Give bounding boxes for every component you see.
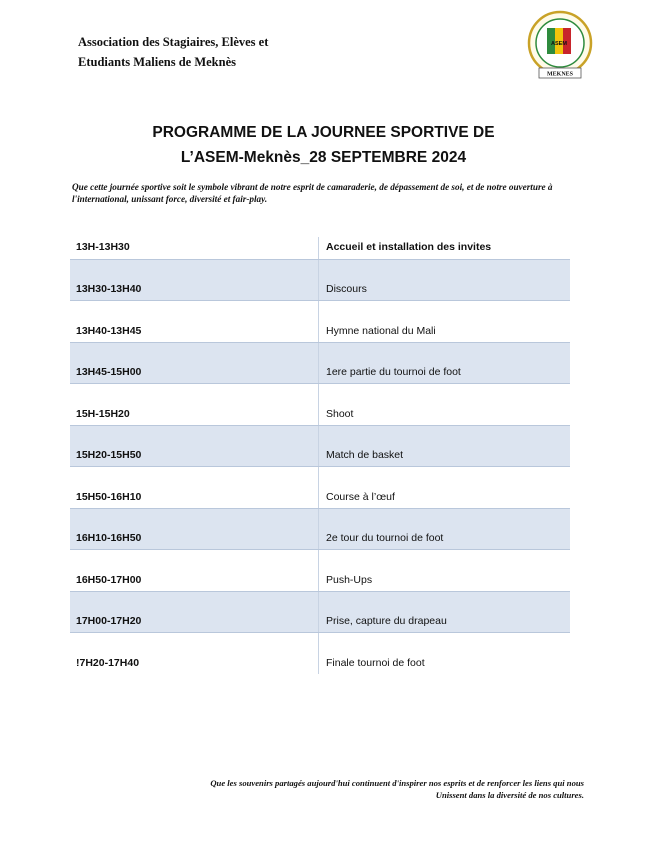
activity: Match de basket (326, 448, 404, 461)
column-divider (318, 426, 319, 466)
table-row (70, 237, 570, 259)
table-row (70, 384, 570, 426)
org-line-2: Etudiants Maliens de Meknès (78, 55, 237, 69)
activity: Accueil et installation des invites (326, 241, 492, 253)
closing-quote-line-2: Unissent dans la diversité de nos cultures. (435, 790, 584, 800)
table-row (70, 550, 570, 592)
activity: 2e tour du tournoi de foot (326, 531, 444, 544)
activity: Shoot (326, 408, 354, 420)
table-row (70, 259, 570, 301)
time-slot: 16H50-17H00 (76, 574, 142, 586)
logo-banner: MEKNES (546, 71, 574, 78)
intro-quote: Que cette journée sportive soit le symbole vibrant de notre esprit de camaraderie, de dépassement de soi, et de notre ouverture à l'international, unissant force, diversité et fair-play. (72, 182, 553, 204)
table-row (70, 342, 570, 384)
column-divider (318, 384, 319, 426)
time-slot: 16H10-16H50 (76, 531, 142, 544)
table-row (70, 508, 570, 550)
time-slot: 15H50-16H10 (76, 491, 142, 503)
column-divider (318, 592, 319, 632)
asem-logo (527, 10, 593, 82)
table-row (70, 301, 570, 343)
title-line-1: PROGRAMME DE LA JOURNEE SPORTIVE DE (152, 124, 495, 141)
time-slot: 15H-15H20 (76, 408, 130, 420)
page-title (0, 120, 647, 170)
title-line-2: L’ASEM-Meknès_28 SEPTEMBRE 2024 (180, 149, 467, 166)
column-divider (318, 237, 319, 259)
closing-quote (120, 777, 584, 801)
activity: Course à l’œuf (326, 491, 395, 503)
activity: Hymne national du Mali (326, 325, 436, 337)
table-row (70, 467, 570, 509)
table-row (70, 633, 570, 675)
activity: Finale tournoi de foot (326, 657, 425, 669)
schedule-table (70, 237, 570, 674)
column-divider (318, 260, 319, 300)
activity: Push-Ups (326, 574, 373, 586)
activity: Prise, capture du drapeau (326, 614, 447, 627)
org-line-1: Association des Stagiaires, Elèves et (78, 35, 269, 49)
column-divider (318, 343, 319, 383)
time-slot: !7H20-17H40 (76, 657, 140, 669)
column-divider (318, 509, 319, 549)
time-slot: 15H20-15H50 (76, 448, 142, 461)
closing-quote-line-1: Que les souvenirs partagés aujourd'hui continuent d'inspirer nos esprits et de renforcer les liens qui nous (210, 778, 584, 788)
table-row (70, 591, 570, 633)
organization-name (78, 32, 268, 72)
time-slot: 13H30-13H40 (76, 282, 142, 295)
time-slot: 17H00-17H20 (76, 614, 142, 627)
time-slot: 13H-13H30 (76, 241, 130, 253)
column-divider (318, 633, 319, 675)
column-divider (318, 467, 319, 509)
activity: 1ere partie du tournoi de foot (326, 365, 461, 378)
column-divider (318, 301, 319, 343)
time-slot: 13H40-13H45 (76, 325, 142, 337)
logo-text: ASEM (551, 41, 567, 47)
time-slot: 13H45-15H00 (76, 365, 142, 378)
table-row (70, 425, 570, 467)
column-divider (318, 550, 319, 592)
activity: Discours (326, 282, 367, 295)
